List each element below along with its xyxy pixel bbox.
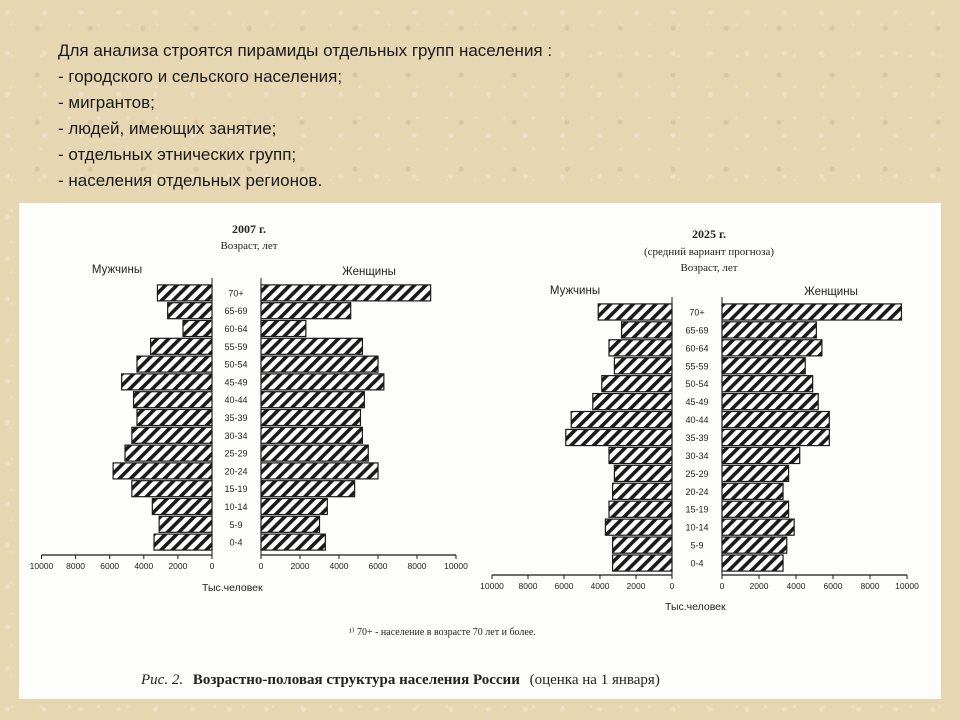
- age-label: 15-19: [224, 484, 248, 495]
- x-tick-label-women: 10000: [895, 581, 919, 591]
- age-label: 10-14: [224, 502, 248, 512]
- age-label: 30-34: [224, 430, 248, 441]
- legend-men-label: Мужчины: [91, 264, 143, 276]
- x-tick-label-men: 4000: [134, 561, 154, 571]
- x-tick-label-men: 8000: [518, 581, 538, 591]
- x-axis-unit-label: Тыс.человек: [665, 601, 726, 613]
- bar-men-70+: [157, 285, 212, 301]
- bar-women-20-24: [722, 483, 783, 499]
- x-tick-label-women: 4000: [786, 581, 806, 591]
- age-label: 5-9: [690, 540, 704, 551]
- bar-women-45-49: [722, 394, 818, 410]
- bar-men-20-24: [113, 463, 212, 479]
- caption-bold: Возрастно-половая структура населения России: [192, 672, 520, 688]
- bar-women-0-4: [722, 555, 783, 571]
- x-tick-label-women: 8000: [860, 581, 880, 591]
- x-tick-label-men: 6000: [554, 581, 574, 591]
- intro-item: - отдельных этнических групп;: [58, 145, 297, 164]
- age-label: 55-59: [224, 341, 248, 352]
- age-label: 20-24: [224, 466, 248, 477]
- intro-item: - городского и сельского населения;: [58, 67, 343, 86]
- age-label: 65-69: [685, 325, 709, 336]
- age-label: 50-54: [224, 359, 248, 370]
- age-label: 5-9: [229, 519, 243, 530]
- bar-men-25-29: [125, 445, 212, 461]
- age-label: 60-64: [224, 324, 248, 334]
- x-tick-label-men: 2000: [626, 581, 646, 591]
- age-label: 45-49: [685, 397, 709, 408]
- age-label: 55-59: [685, 361, 709, 372]
- age-label: 25-29: [224, 448, 248, 459]
- bar-men-5-9: [613, 537, 672, 553]
- x-tick-label-men: 10000: [29, 561, 54, 571]
- x-tick-label-men: 2000: [168, 561, 188, 571]
- bar-women-40-44: [722, 412, 829, 428]
- bar-men-70+: [598, 304, 672, 320]
- bar-women-70+: [722, 304, 901, 320]
- bar-men-10-14: [152, 499, 212, 515]
- x-tick-label-women: 8000: [407, 561, 427, 571]
- bar-men-60-64: [609, 340, 672, 356]
- x-tick-label-women: 6000: [823, 581, 843, 591]
- age-label: 25-29: [685, 468, 709, 479]
- caption-prefix: Рис. 2.: [141, 672, 184, 688]
- scanned-figure: [19, 203, 941, 699]
- bar-women-55-59: [261, 338, 362, 354]
- bar-women-65-69: [261, 303, 351, 319]
- bar-men-60-64: [183, 321, 212, 337]
- bar-men-10-14: [605, 519, 672, 535]
- bar-men-65-69: [622, 322, 672, 338]
- x-tick-label-men: 4000: [590, 581, 610, 591]
- intro-item: - людей, имеющих занятие;: [58, 119, 277, 138]
- bar-men-35-39: [137, 410, 212, 426]
- age-label: 35-39: [224, 413, 248, 423]
- bar-women-45-49: [261, 374, 384, 390]
- chart-subtitle: Возраст, лет: [220, 240, 278, 252]
- intro-heading: Для анализа строятся пирамиды отдельных групп населения :: [58, 41, 553, 60]
- bar-men-35-39: [566, 429, 672, 445]
- x-tick-label-men: 10000: [480, 581, 504, 591]
- x-tick-label-women: 2000: [749, 581, 769, 591]
- bar-men-45-49: [122, 374, 212, 390]
- age-label: 0-4: [229, 537, 243, 548]
- bar-women-60-64: [722, 340, 822, 356]
- bar-men-0-4: [613, 555, 672, 571]
- legend-women-label: Женщины: [804, 286, 858, 298]
- bar-women-65-69: [722, 322, 816, 338]
- bar-men-5-9: [159, 516, 212, 532]
- bar-women-35-39: [722, 429, 829, 445]
- age-label: 40-44: [224, 395, 248, 406]
- bar-women-30-34: [722, 447, 800, 463]
- bar-men-40-44: [134, 392, 212, 408]
- x-axis-unit-label: Тыс.человек: [202, 582, 263, 594]
- age-label: 15-19: [685, 504, 709, 515]
- bar-women-55-59: [722, 358, 805, 374]
- age-label: 10-14: [685, 522, 709, 533]
- intro-item: - населения отдельных регионов.: [58, 171, 323, 190]
- x-tick-label-women: 2000: [290, 561, 310, 571]
- bar-men-50-54: [602, 376, 672, 392]
- x-tick-label-men: 6000: [100, 561, 120, 571]
- bar-men-30-34: [609, 447, 672, 463]
- bar-men-0-4: [154, 534, 212, 550]
- intro-item: - мигрантов;: [58, 93, 155, 112]
- bar-women-40-44: [261, 392, 364, 408]
- age-label: 20-24: [685, 486, 709, 497]
- x-tick-label-women: 0: [719, 581, 725, 591]
- bar-women-50-54: [261, 356, 378, 372]
- legend-women-label: Женщины: [342, 266, 396, 278]
- bar-men-25-29: [614, 465, 672, 481]
- age-label: 70+: [689, 307, 705, 318]
- bar-women-70+: [261, 285, 431, 301]
- age-label: 60-64: [685, 343, 709, 354]
- bar-men-55-59: [151, 338, 212, 354]
- bar-men-15-19: [132, 481, 212, 497]
- age-label: 45-49: [224, 377, 248, 388]
- bar-men-20-24: [613, 483, 672, 499]
- bar-women-35-39: [261, 410, 360, 426]
- bar-women-15-19: [722, 501, 789, 517]
- bar-women-0-4: [261, 534, 325, 550]
- figure-caption: [140, 672, 660, 688]
- bar-women-30-34: [261, 427, 362, 443]
- caption-suffix: (оценка на 1 января): [529, 672, 660, 688]
- age-label: 70+: [228, 288, 244, 299]
- bar-women-25-29: [722, 465, 789, 481]
- bar-women-10-14: [261, 499, 327, 515]
- pyramid-charts-svg: [19, 203, 941, 699]
- chart-subtitle: (средний вариант прогноза): [643, 246, 775, 258]
- chart-subtitle-2: Возраст, лет: [680, 262, 738, 274]
- x-tick-label-women: 10000: [444, 561, 468, 571]
- age-label: 35-39: [685, 433, 709, 443]
- bar-men-15-19: [609, 501, 672, 517]
- age-label: 0-4: [690, 558, 704, 569]
- bar-women-60-64: [261, 321, 306, 337]
- age-label: 30-34: [685, 450, 709, 461]
- age-label: 40-44: [685, 415, 709, 426]
- intro-text: [58, 38, 918, 194]
- legend-men-label: Мужчины: [549, 285, 601, 297]
- x-tick-label-women: 4000: [329, 561, 349, 571]
- bar-women-5-9: [722, 537, 787, 553]
- x-tick-label-men: 8000: [66, 561, 86, 571]
- bar-men-40-44: [571, 412, 672, 428]
- bar-women-25-29: [261, 445, 368, 461]
- footnote: ¹⁾ 70+ - население в возрасте 70 лет и более.: [349, 627, 536, 638]
- age-label: 65-69: [224, 306, 248, 317]
- x-tick-label-men: 0: [669, 581, 675, 591]
- bar-women-20-24: [261, 463, 378, 479]
- bar-men-30-34: [132, 427, 212, 443]
- age-label: 50-54: [685, 379, 709, 390]
- bar-women-15-19: [261, 481, 355, 497]
- bar-women-5-9: [261, 516, 320, 532]
- bar-men-50-54: [137, 356, 212, 372]
- bar-men-45-49: [593, 394, 672, 410]
- bar-men-55-59: [614, 358, 672, 374]
- bar-women-50-54: [722, 376, 813, 392]
- x-tick-label-women: 6000: [368, 561, 388, 571]
- chart-title: 2007 г.: [231, 222, 267, 236]
- bar-men-65-69: [168, 303, 212, 319]
- x-tick-label-men: 0: [209, 561, 215, 571]
- chart-title: 2025 г.: [691, 227, 727, 241]
- x-tick-label-women: 0: [258, 561, 264, 571]
- bar-women-10-14: [722, 519, 794, 535]
